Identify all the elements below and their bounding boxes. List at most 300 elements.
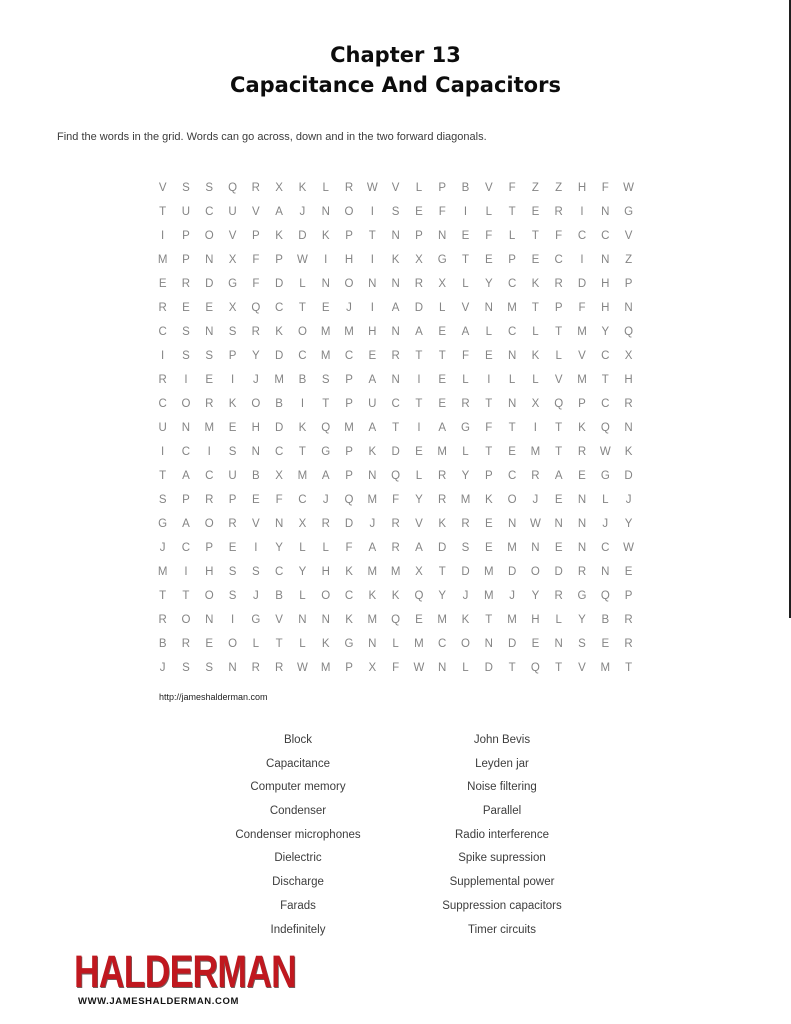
grid-letter: F xyxy=(392,662,400,674)
grid-letter: S xyxy=(228,326,237,338)
grid-letter: F xyxy=(485,422,493,434)
grid-letter: L xyxy=(439,302,446,314)
grid-letter: A xyxy=(368,374,377,386)
grid-letter: D xyxy=(391,446,400,458)
grid-letter: J xyxy=(509,590,515,602)
grid-letter: C xyxy=(601,350,610,362)
grid-letter: T xyxy=(508,206,516,218)
grid-letter: E xyxy=(438,374,447,386)
grid-letter: E xyxy=(554,542,563,554)
word-list-item: Condenser microphones xyxy=(235,828,361,841)
grid-letter: F xyxy=(438,206,446,218)
grid-letter: T xyxy=(275,638,283,650)
grid-letter: N xyxy=(438,662,447,674)
grid-letter: N xyxy=(554,638,563,650)
grid-letter: L xyxy=(415,182,423,194)
grid-letter: E xyxy=(484,254,493,266)
grid-letter: J xyxy=(346,302,352,314)
puzzle-instructions: Find the words in the grid. Words can go across, down and in the two forward diagonals. xyxy=(57,131,487,143)
grid-letter: L xyxy=(252,638,260,650)
grid-letter: D xyxy=(205,278,214,290)
grid-letter: I xyxy=(161,230,165,242)
grid-letter: S xyxy=(321,374,330,386)
grid-letter: A xyxy=(182,518,190,530)
grid-letter: P xyxy=(182,230,190,242)
grid-letter: E xyxy=(415,614,423,626)
grid-letter: J xyxy=(159,662,166,674)
grid-letter: H xyxy=(251,422,260,434)
grid-letter: T xyxy=(298,302,306,314)
grid-letter: T xyxy=(508,662,516,674)
grid-letter: I xyxy=(254,542,258,554)
grid-letter: C xyxy=(601,230,610,242)
grid-letter: I xyxy=(161,446,165,458)
grid-letter: Q xyxy=(600,422,610,434)
grid-letter: E xyxy=(182,302,190,314)
grid-letter: L xyxy=(555,350,562,362)
grid-letter: S xyxy=(205,182,214,194)
grid-letter: V xyxy=(578,350,586,362)
grid-letter: Y xyxy=(484,278,493,290)
grid-letter: H xyxy=(344,254,354,266)
grid-letter: V xyxy=(415,518,423,530)
grid-letter: J xyxy=(322,494,329,506)
grid-letter: Q xyxy=(554,398,564,410)
chapter-subtitle: Capacitance And Capacitors xyxy=(230,73,561,97)
grid-letter: R xyxy=(577,566,587,578)
grid-letter: I xyxy=(533,422,537,434)
grid-letter: U xyxy=(181,206,191,218)
grid-letter: D xyxy=(298,230,307,242)
grid-letter: O xyxy=(228,638,238,650)
grid-letter: N xyxy=(601,206,610,218)
word-list-item: Indefinitely xyxy=(270,923,326,936)
grid-letter: Y xyxy=(275,542,283,554)
word-list-item: Leyden jar xyxy=(475,757,529,770)
grid-letter: F xyxy=(275,494,283,506)
grid-letter: W xyxy=(366,182,378,194)
grid-letter: J xyxy=(532,494,539,506)
grid-letter: L xyxy=(299,590,306,602)
grid-letter: Q xyxy=(391,470,401,482)
grid-letter: M xyxy=(414,638,424,650)
grid-letter: W xyxy=(623,182,635,194)
grid-letter: W xyxy=(297,254,308,266)
grid-letter: Q xyxy=(530,662,540,674)
grid-letter: K xyxy=(275,326,283,338)
word-list-item: Capacitance xyxy=(266,757,330,770)
grid-letter: L xyxy=(299,278,306,290)
grid-letter: E xyxy=(438,398,447,410)
grid-letter: Q xyxy=(251,302,261,314)
grid-letter: W xyxy=(623,542,635,554)
grid-letter: S xyxy=(182,326,190,338)
grid-letter: Z xyxy=(555,182,563,194)
grid-letter: U xyxy=(228,470,237,482)
halderman-logo: HALDERMAN xyxy=(74,946,296,997)
grid-letter: L xyxy=(485,326,492,338)
grid-letter: N xyxy=(321,278,330,290)
grid-letter: M xyxy=(507,614,517,626)
grid-letter: L xyxy=(462,374,469,386)
grid-letter: P xyxy=(345,446,353,458)
grid-letter: P xyxy=(252,230,260,242)
grid-letter: P xyxy=(345,662,353,674)
grid-letter: Q xyxy=(228,182,238,194)
grid-letter: P xyxy=(228,494,237,506)
grid-letter: D xyxy=(461,566,470,578)
grid-letter: D xyxy=(344,518,354,530)
grid-letter: J xyxy=(299,206,306,218)
grid-letter: E xyxy=(205,302,214,314)
grid-letter: D xyxy=(274,422,284,434)
grid-letter: A xyxy=(321,470,330,482)
grid-letter: M xyxy=(507,542,517,554)
grid-letter: M xyxy=(600,662,611,674)
grid-letter: D xyxy=(577,278,587,290)
grid-letter: K xyxy=(391,254,400,266)
grid-letter: C xyxy=(158,398,167,410)
grid-letter: L xyxy=(462,278,469,290)
grid-letter: R xyxy=(205,494,214,506)
grid-letter: S xyxy=(182,662,190,674)
grid-letter: C xyxy=(274,302,284,314)
grid-letter: P xyxy=(578,398,586,410)
word-list-item: Dielectric xyxy=(274,852,322,865)
grid-letter: T xyxy=(461,254,470,266)
grid-letter: O xyxy=(181,614,191,626)
grid-letter: H xyxy=(624,374,633,386)
grid-letter: C xyxy=(344,590,354,602)
grid-letter: K xyxy=(438,518,447,530)
grid-letter: K xyxy=(624,446,633,458)
grid-letter: E xyxy=(228,422,237,434)
grid-letter: O xyxy=(507,494,517,506)
grid-letter: M xyxy=(507,302,517,314)
grid-letter: N xyxy=(391,374,400,386)
grid-letter: R xyxy=(344,182,354,194)
grid-letter: N xyxy=(601,254,610,266)
grid-letter: V xyxy=(252,206,260,218)
grid-letter: P xyxy=(345,470,353,482)
grid-letter: N xyxy=(321,614,330,626)
grid-letter: S xyxy=(228,446,237,458)
grid-letter: T xyxy=(322,398,330,410)
grid-letter: F xyxy=(578,302,586,314)
grid-letter: D xyxy=(484,662,493,674)
grid-letter: F xyxy=(345,542,353,554)
grid-letter: T xyxy=(508,422,516,434)
grid-letter: T xyxy=(555,662,563,674)
grid-letter: R xyxy=(624,638,633,650)
grid-letter: W xyxy=(529,518,541,530)
grid-letter: V xyxy=(228,230,237,242)
grid-letter: R xyxy=(554,590,563,602)
word-list-item: Suppression capacitors xyxy=(442,899,562,912)
grid-letter: S xyxy=(158,494,167,506)
grid-letter: A xyxy=(554,470,563,482)
grid-letter: L xyxy=(532,326,539,338)
grid-letter: H xyxy=(321,566,330,578)
grid-letter: C xyxy=(507,326,517,338)
grid-letter: Q xyxy=(600,590,610,602)
grid-letter: V xyxy=(391,182,400,194)
grid-letter: N xyxy=(624,302,633,314)
grid-letter: K xyxy=(345,566,353,578)
grid-letter: Y xyxy=(461,470,470,482)
grid-letter: V xyxy=(554,374,563,386)
grid-letter: C xyxy=(438,638,447,650)
grid-letter: E xyxy=(531,206,540,218)
grid-letter: F xyxy=(392,494,400,506)
grid-letter: J xyxy=(159,542,166,554)
grid-letter: O xyxy=(181,398,191,410)
grid-letter: V xyxy=(158,182,167,194)
grid-letter: Y xyxy=(438,590,447,602)
grid-letter: Q xyxy=(344,494,354,506)
grid-letter: R xyxy=(228,518,237,530)
grid-letter: K xyxy=(368,446,377,458)
grid-letter: O xyxy=(297,326,307,338)
grid-letter: A xyxy=(368,542,377,554)
grid-letter: G xyxy=(228,278,238,290)
grid-letter: E xyxy=(252,494,260,506)
grid-letter: P xyxy=(438,182,447,194)
grid-letter: S xyxy=(228,566,237,578)
grid-letter: S xyxy=(205,350,214,362)
grid-letter: I xyxy=(417,422,421,434)
grid-letter: R xyxy=(438,494,447,506)
grid-letter: T xyxy=(601,374,609,386)
grid-letter: N xyxy=(368,638,377,650)
grid-letter: T xyxy=(555,422,563,434)
grid-letter: P xyxy=(624,278,633,290)
grid-letter: E xyxy=(415,206,423,218)
grid-letter: R xyxy=(438,470,447,482)
grid-letter: M xyxy=(484,566,494,578)
grid-letter: T xyxy=(485,398,493,410)
grid-letter: Y xyxy=(624,518,633,530)
grid-letter: B xyxy=(275,398,283,410)
grid-letter: P xyxy=(228,350,237,362)
grid-letter: P xyxy=(275,254,283,266)
grid-letter: Z xyxy=(625,254,633,266)
grid-letter: N xyxy=(391,326,400,338)
grid-letter: T xyxy=(438,350,446,362)
grid-letter: M xyxy=(297,470,308,482)
grid-letter: M xyxy=(367,614,378,626)
word-list-item: Computer memory xyxy=(250,781,346,794)
grid-letter: F xyxy=(601,182,609,194)
grid-letter: R xyxy=(624,398,633,410)
grid-letter: T xyxy=(368,230,376,242)
grid-letter: Y xyxy=(531,590,540,602)
grid-letter: D xyxy=(274,278,284,290)
grid-letter: L xyxy=(462,446,469,458)
grid-letter: I xyxy=(417,374,421,386)
grid-letter: N xyxy=(298,614,307,626)
grid-letter: L xyxy=(462,662,469,674)
grid-letter: D xyxy=(414,302,424,314)
grid-letter: P xyxy=(554,302,563,314)
grid-letter: K xyxy=(298,422,307,434)
grid-letter: N xyxy=(507,518,517,530)
grid-letter: J xyxy=(625,494,632,506)
grid-letter: M xyxy=(577,326,587,338)
grid-letter: A xyxy=(415,542,423,554)
grid-letter: H xyxy=(205,566,214,578)
grid-letter: D xyxy=(507,638,517,650)
grid-letter: Q xyxy=(321,422,331,434)
grid-letter: K xyxy=(228,398,237,410)
grid-letter: N xyxy=(205,614,214,626)
grid-letter: X xyxy=(228,302,237,314)
grid-letter: Z xyxy=(531,182,539,194)
source-url-text: http://jameshalderman.com xyxy=(159,692,268,702)
grid-letter: N xyxy=(181,422,191,434)
grid-letter: X xyxy=(624,350,633,362)
grid-letter: N xyxy=(601,566,610,578)
grid-letter: J xyxy=(252,374,259,386)
grid-letter: K xyxy=(531,278,540,290)
word-list-item: Farads xyxy=(280,899,316,912)
grid-letter: C xyxy=(507,278,517,290)
grid-letter: M xyxy=(367,494,378,506)
grid-letter: Q xyxy=(624,326,634,338)
grid-letter: P xyxy=(345,398,353,410)
grid-letter: E xyxy=(368,350,377,362)
word-list-right xyxy=(392,729,612,942)
grid-letter: W xyxy=(297,662,308,674)
grid-letter: D xyxy=(554,566,563,578)
grid-letter: I xyxy=(580,206,584,218)
grid-letter: N xyxy=(391,230,400,242)
grid-letter: Y xyxy=(578,614,586,626)
grid-letter: U xyxy=(158,422,167,434)
grid-letter: M xyxy=(460,494,471,506)
grid-letter: G xyxy=(321,446,331,458)
grid-letter: E xyxy=(415,446,423,458)
word-list-item: Spike supression xyxy=(458,852,546,865)
grid-letter: M xyxy=(344,422,354,434)
grid-letter: L xyxy=(322,182,329,194)
grid-letter: K xyxy=(531,350,540,362)
grid-letter: R xyxy=(391,518,400,530)
grid-letter: K xyxy=(578,422,586,434)
grid-letter: R xyxy=(461,398,470,410)
grid-letter: M xyxy=(157,566,168,578)
grid-letter: W xyxy=(413,662,425,674)
grid-letter: N xyxy=(368,470,377,482)
grid-letter: G xyxy=(344,638,354,650)
grid-letter: R xyxy=(205,398,214,410)
word-list-item: John Bevis xyxy=(473,734,531,746)
grid-letter: F xyxy=(508,182,516,194)
grid-letter: X xyxy=(438,278,447,290)
grid-letter: R xyxy=(391,542,400,554)
grid-letter: V xyxy=(252,518,260,530)
grid-letter: T xyxy=(182,590,190,602)
grid-letter: T xyxy=(625,662,633,674)
word-list-item: Discharge xyxy=(272,876,324,889)
grid-letter: L xyxy=(322,542,329,554)
grid-letter: A xyxy=(182,470,190,482)
grid-letter: E xyxy=(321,302,330,314)
grid-letter: R xyxy=(414,278,424,290)
grid-letter: X xyxy=(275,182,283,194)
grid-letter: E xyxy=(578,470,586,482)
grid-letter: R xyxy=(321,518,330,530)
grid-letter: N xyxy=(321,206,330,218)
grid-letter: C xyxy=(205,470,214,482)
grid-letter: N xyxy=(484,302,493,314)
grid-letter: R xyxy=(251,182,260,194)
word-list-left xyxy=(188,729,408,942)
grid-letter: Q xyxy=(391,614,401,626)
grid-letter: F xyxy=(485,230,493,242)
grid-letter: P xyxy=(345,230,353,242)
grid-letter: G xyxy=(461,422,470,434)
grid-letter: M xyxy=(367,566,378,578)
grid-letter: G xyxy=(577,590,587,602)
grid-letter: T xyxy=(531,230,539,242)
grid-letter: G xyxy=(437,254,447,266)
grid-letter: S xyxy=(182,182,190,194)
grid-letter: R xyxy=(554,278,563,290)
grid-letter: M xyxy=(484,590,494,602)
grid-letter: C xyxy=(274,566,284,578)
grid-letter: K xyxy=(321,638,330,650)
grid-letter: P xyxy=(182,494,190,506)
grid-letter: C xyxy=(554,254,563,266)
grid-letter: I xyxy=(370,254,374,266)
grid-letter: X xyxy=(368,662,377,674)
grid-letter: V xyxy=(624,230,633,242)
grid-letter: C xyxy=(181,446,191,458)
grid-letter: O xyxy=(204,230,214,242)
grid-letter: P xyxy=(508,254,516,266)
grid-letter: T xyxy=(298,446,306,458)
grid-letter: Y xyxy=(252,350,260,362)
grid-letter: L xyxy=(485,206,492,218)
grid-letter: V xyxy=(275,614,283,626)
grid-letter: E xyxy=(601,638,610,650)
grid-letter: K xyxy=(391,590,400,602)
grid-letter: F xyxy=(461,350,470,362)
grid-letter: T xyxy=(415,398,423,410)
grid-letter: M xyxy=(390,566,401,578)
grid-letter: O xyxy=(251,398,261,410)
grid-letter: X xyxy=(415,254,423,266)
grid-letter: F xyxy=(252,254,260,266)
grid-letter: C xyxy=(181,542,191,554)
grid-letter: M xyxy=(320,326,331,338)
grid-letter: X xyxy=(275,470,283,482)
grid-letter: T xyxy=(555,326,563,338)
grid-letter: O xyxy=(461,638,470,650)
grid-letter: T xyxy=(438,566,446,578)
grid-letter: I xyxy=(300,398,305,410)
grid-letter: I xyxy=(370,302,374,314)
grid-letter: N xyxy=(274,518,284,530)
grid-letter: J xyxy=(462,590,469,602)
grid-letter: K xyxy=(461,614,470,626)
grid-letter: R xyxy=(181,278,191,290)
grid-letter: C xyxy=(391,398,400,410)
grid-letter: H xyxy=(368,326,377,338)
grid-letter: H xyxy=(577,182,587,194)
grid-letter: I xyxy=(370,206,374,218)
